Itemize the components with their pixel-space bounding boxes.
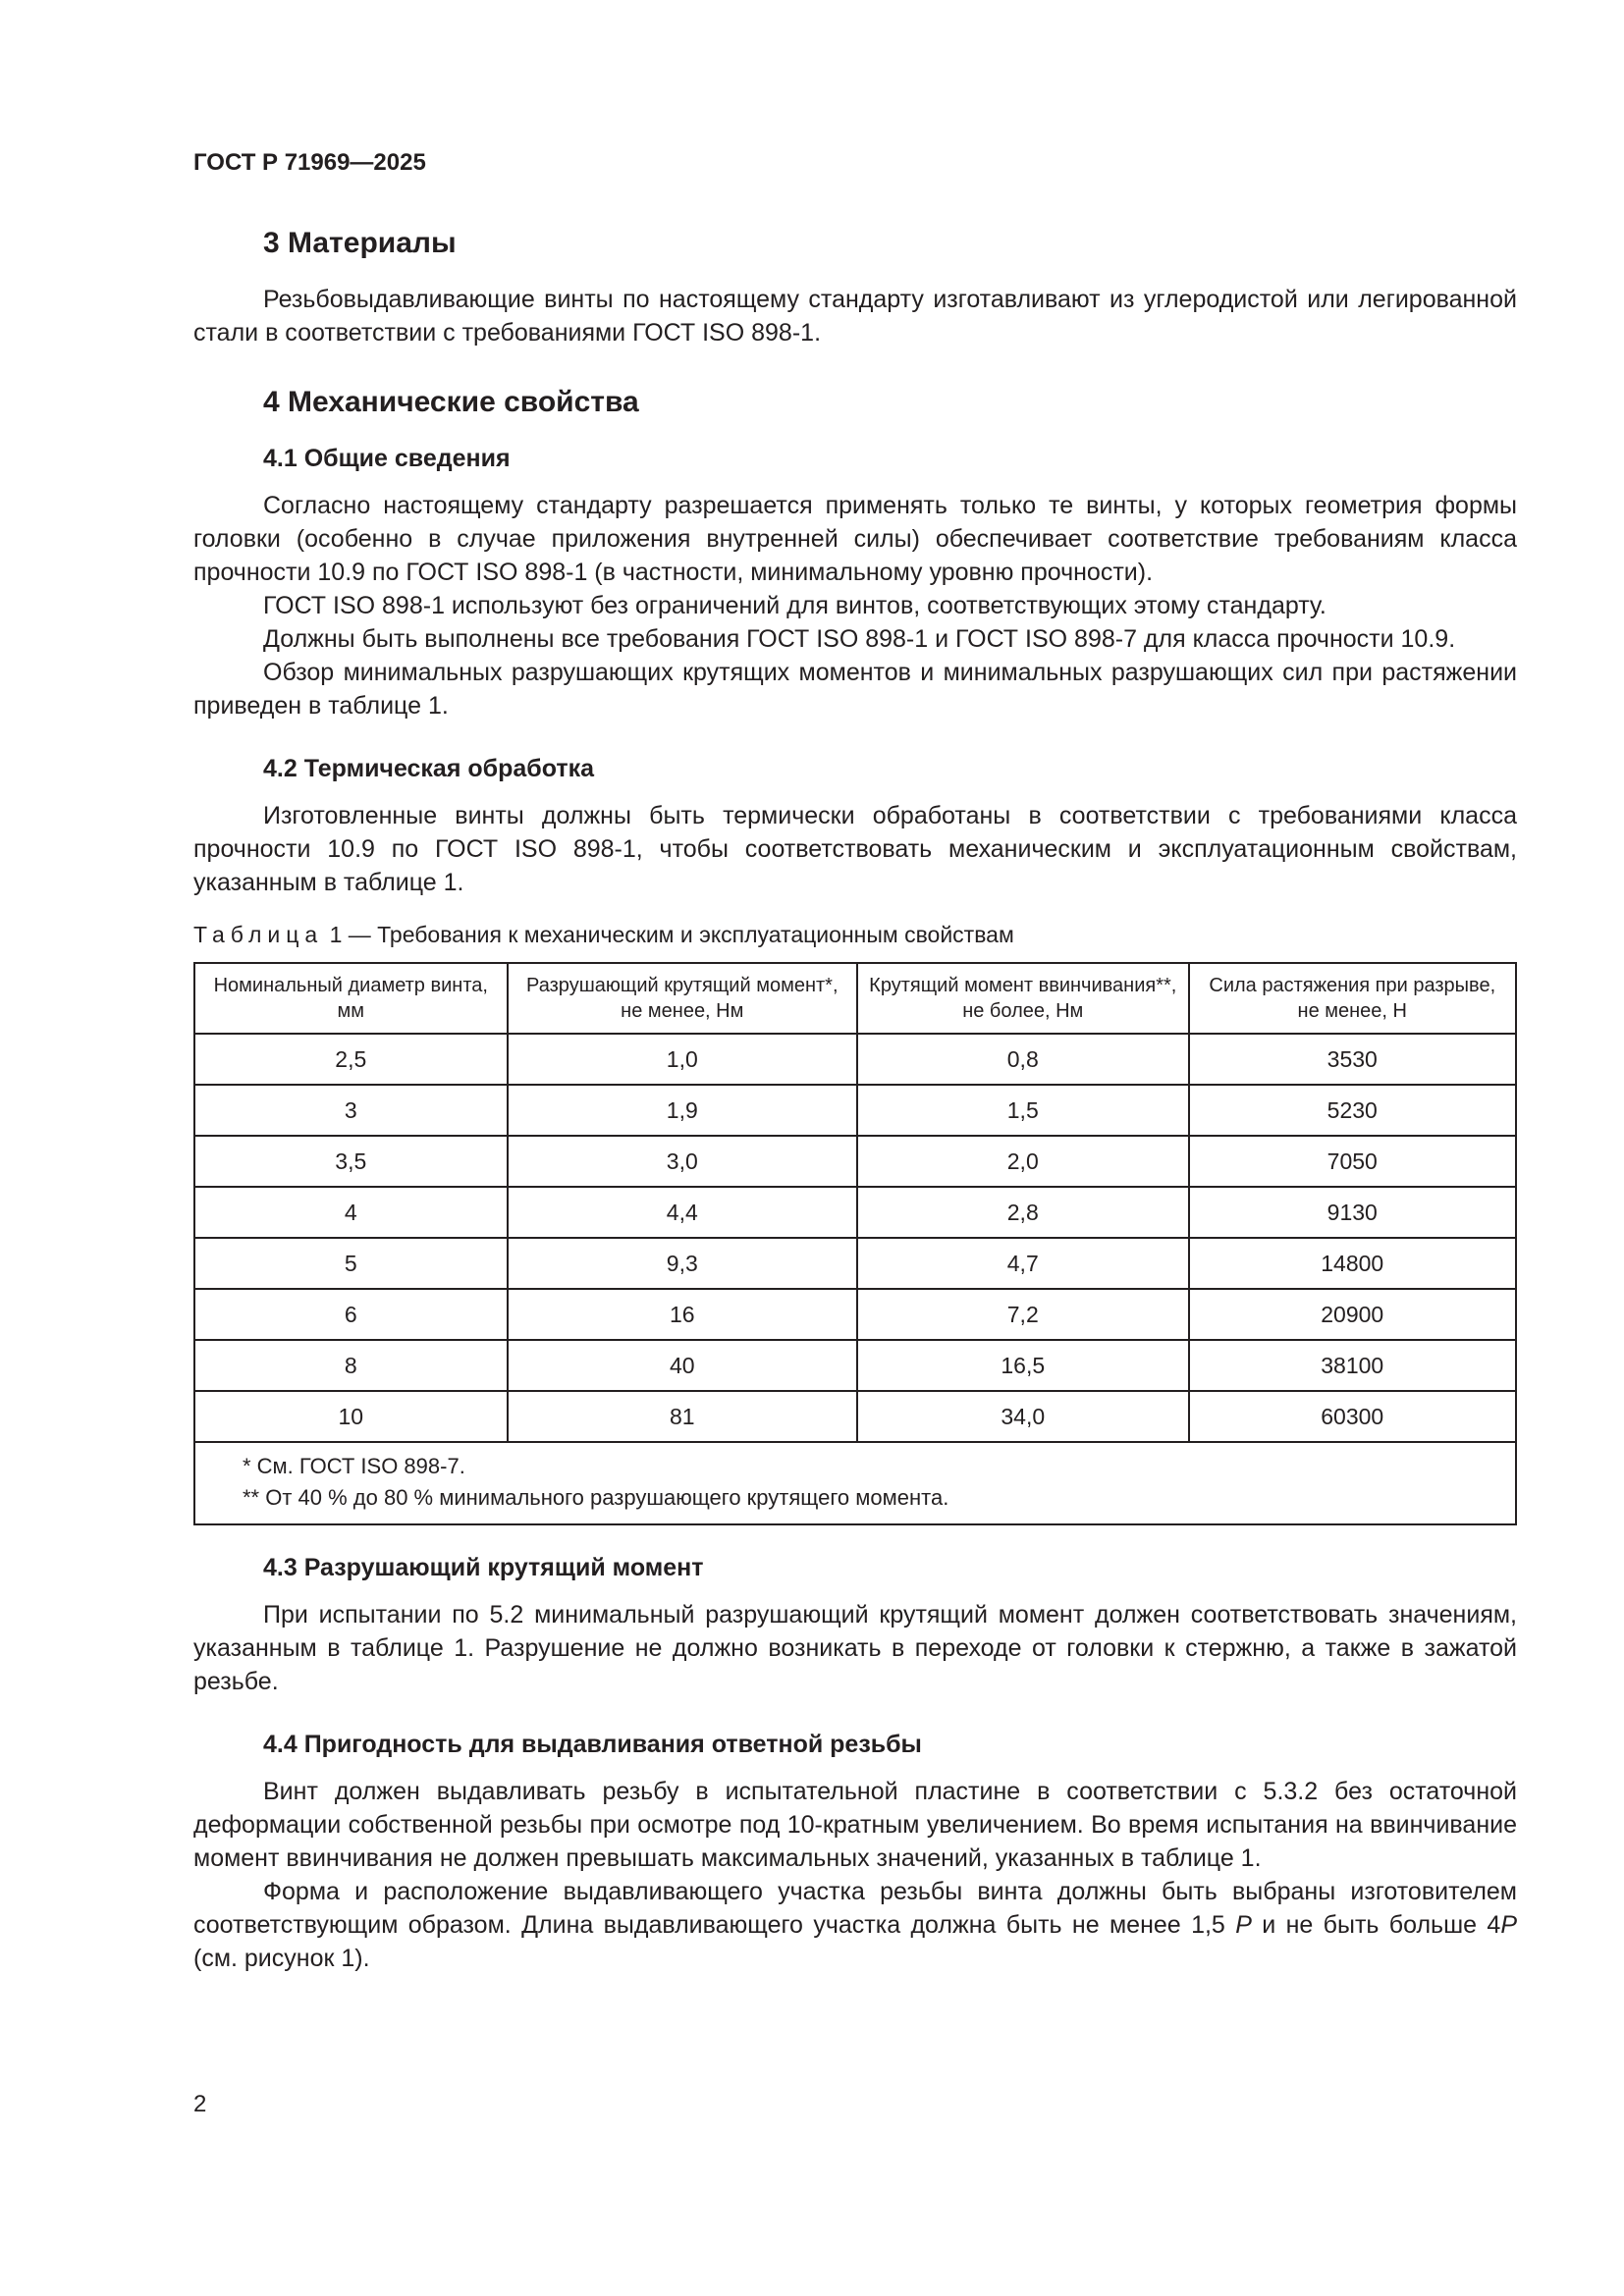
table-cell: 5 bbox=[194, 1238, 508, 1289]
column-header: Номинальный диаметр винта, мм bbox=[194, 963, 508, 1034]
table-cell: 38100 bbox=[1189, 1340, 1516, 1391]
section-4-2-heading: 4.2 Термическая обработка bbox=[263, 755, 595, 782]
paragraph-text: (см. рисунок 1). bbox=[193, 1945, 370, 1972]
table-cell: 10 bbox=[194, 1391, 508, 1442]
section-4-4-paragraph: Винт должен выдавливать резьбу в испытательной пластине в соответствии с 5.3.2 без остаточной деформации собственной резьбы при осмотре под 10-кратным увеличением. Во время испытания на ввинчивание момент ввинчивания не должен превышать максимальных значений, указанных в таблице 1. bbox=[193, 1778, 1517, 1872]
pitch-symbol: P bbox=[1500, 1911, 1517, 1939]
table-cell: 3 bbox=[194, 1085, 508, 1136]
table-cell: 7,2 bbox=[857, 1289, 1189, 1340]
pitch-symbol: P bbox=[1235, 1911, 1252, 1939]
table-cell: 3530 bbox=[1189, 1034, 1516, 1085]
table-cell: 40 bbox=[508, 1340, 857, 1391]
table-row bbox=[194, 1340, 1516, 1391]
table-cell: 2,8 bbox=[857, 1187, 1189, 1238]
section-4-1-heading: 4.1 Общие сведения bbox=[263, 445, 511, 472]
document-code: ГОСТ Р 71969—2025 bbox=[193, 149, 426, 176]
table-cell: 16 bbox=[508, 1289, 857, 1340]
section-4-3-heading: 4.3 Разрушающий крутящий момент bbox=[263, 1554, 704, 1581]
paragraph-text: и не быть больше 4 bbox=[1251, 1911, 1501, 1939]
table-cell: 60300 bbox=[1189, 1391, 1516, 1442]
table-cell: 9130 bbox=[1189, 1187, 1516, 1238]
column-header: Разрушающий крутящий момент*, не менее, Нм bbox=[508, 963, 857, 1034]
table-footnote: ** От 40 % до 80 % минимального разрушающего крутящего момента. bbox=[243, 1485, 949, 1510]
table-cell: 8 bbox=[194, 1340, 508, 1391]
table-caption-title: 1 — Требования к механическим и эксплуатационным свойствам bbox=[323, 922, 1014, 947]
table-footnote: * См. ГОСТ ISO 898-7. bbox=[243, 1454, 465, 1478]
table-cell: 2,5 bbox=[194, 1034, 508, 1085]
table-notes bbox=[194, 1442, 1516, 1524]
table-cell: 20900 bbox=[1189, 1289, 1516, 1340]
table-cell: 4,4 bbox=[508, 1187, 857, 1238]
table-cell: 1,0 bbox=[508, 1034, 857, 1085]
table-cell: 81 bbox=[508, 1391, 857, 1442]
table-cell: 1,5 bbox=[857, 1085, 1189, 1136]
table-header-row bbox=[194, 963, 1516, 1034]
table-row bbox=[194, 1034, 1516, 1085]
table-cell: 34,0 bbox=[857, 1391, 1189, 1442]
table-cell: 3,5 bbox=[194, 1136, 508, 1187]
table-cell: 9,3 bbox=[508, 1238, 857, 1289]
section-4-4-paragraph bbox=[193, 1875, 1517, 1975]
table-row bbox=[194, 1289, 1516, 1340]
table-cell: 7050 bbox=[1189, 1136, 1516, 1187]
page-number: 2 bbox=[193, 2091, 207, 2117]
section-4-1-paragraph: Обзор минимальных разрушающих крутящих моментов и минимальных разрушающих сил при растяжении приведен в таблице 1. bbox=[193, 659, 1517, 720]
table-cell: 2,0 bbox=[857, 1136, 1189, 1187]
section-4-1-paragraph: Должны быть выполнены все требования ГОСТ ISO 898-1 и ГОСТ ISO 898-7 для класса прочности 10.9. bbox=[263, 625, 1456, 653]
table-cell: 1,9 bbox=[508, 1085, 857, 1136]
table-row bbox=[194, 1136, 1516, 1187]
table-cell: 4,7 bbox=[857, 1238, 1189, 1289]
table-row bbox=[194, 1085, 1516, 1136]
paragraph-text: Форма и расположение выдавливающего участка резьбы винта должны быть выбраны изготовителем соответствующим образом. Длина выдавливающего участка должна быть не менее 1,5 bbox=[193, 1878, 1517, 1939]
page-body bbox=[193, 224, 1517, 1975]
table-1 bbox=[193, 962, 1517, 1525]
table-cell: 0,8 bbox=[857, 1034, 1189, 1085]
table-notes-row bbox=[194, 1442, 1516, 1524]
table-cell: 4 bbox=[194, 1187, 508, 1238]
section-4-2-paragraph: Изготовленные винты должны быть термически обработаны в соответствии с требованиями класса прочности 10.9 по ГОСТ ISO 898-1, чтобы соответствовать механическим и эксплуатационным свойствам, указанным в таблице 1. bbox=[193, 802, 1517, 896]
table-cell: 6 bbox=[194, 1289, 508, 1340]
table-row bbox=[194, 1187, 1516, 1238]
table-cell: 5230 bbox=[1189, 1085, 1516, 1136]
table-row bbox=[194, 1238, 1516, 1289]
table-1-caption bbox=[193, 919, 1517, 950]
column-header: Сила растяжения при разрыве, не менее, Н bbox=[1189, 963, 1516, 1034]
section-3-heading: 3 Материалы bbox=[263, 227, 457, 259]
table-row bbox=[194, 1391, 1516, 1442]
section-4-1-paragraph: ГОСТ ISO 898-1 используют без ограничений для винтов, соответствующих этому стандарту. bbox=[263, 592, 1326, 619]
table-cell: 16,5 bbox=[857, 1340, 1189, 1391]
table-cell: 3,0 bbox=[508, 1136, 857, 1187]
section-4-3-paragraph: При испытании по 5.2 минимальный разрушающий крутящий момент должен соответствовать значениям, указанным в таблице 1. Разрушение не должно возникать в переходе от головки к стержню, а также в зажатой резьбе. bbox=[193, 1601, 1517, 1695]
section-4-heading: 4 Механические свойства bbox=[263, 386, 639, 418]
section-4-4-heading: 4.4 Пригодность для выдавливания ответной резьбы bbox=[263, 1731, 922, 1758]
table-caption-word: Таблица bbox=[193, 922, 324, 947]
column-header: Крутящий момент ввинчивания**, не более, Нм bbox=[857, 963, 1189, 1034]
section-4-1-paragraph: Согласно настоящему стандарту разрешается применять только те винты, у которых геометрия формы головки (особенно в случае приложения внутренней силы) обеспечивает соответствие требованиям класса прочности 10.9 по ГОСТ ISO 898-1 (в частности, минимальному уровню прочности). bbox=[193, 492, 1517, 586]
table-cell: 14800 bbox=[1189, 1238, 1516, 1289]
section-3-paragraph: Резьбовыдавливающие винты по настоящему стандарту изготавливают из углеродистой или легированной стали в соответствии с требованиями ГОСТ ISO 898-1. bbox=[193, 286, 1517, 347]
